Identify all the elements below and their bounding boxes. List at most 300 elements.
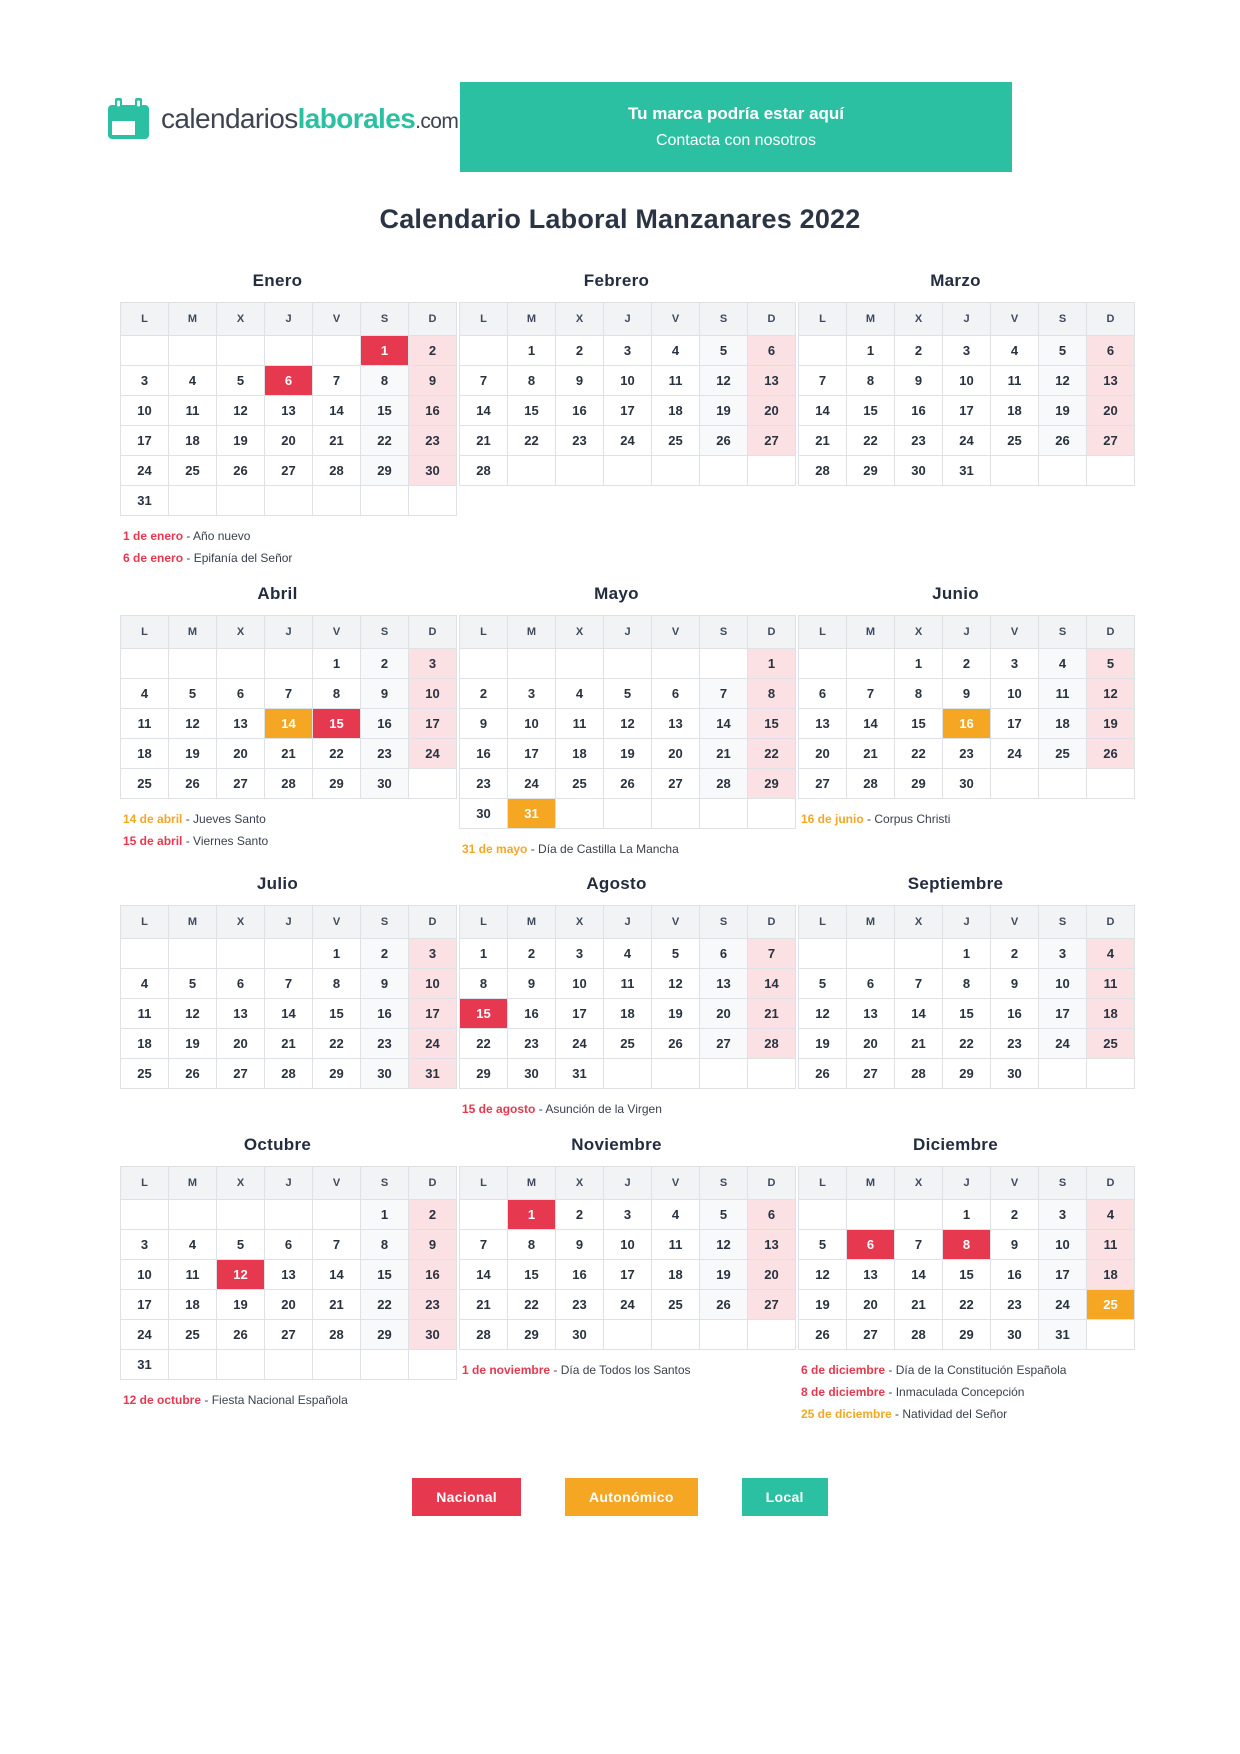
empty-cell bbox=[652, 798, 700, 828]
month-title: Septiembre bbox=[907, 874, 1004, 894]
day-cell: 10 bbox=[943, 366, 991, 396]
day-cell: 2 bbox=[991, 939, 1039, 969]
day-cell: 3 bbox=[1039, 1199, 1087, 1229]
day-cell: 8 bbox=[313, 678, 361, 708]
day-cell: 18 bbox=[1087, 1259, 1135, 1289]
day-cell: 16 bbox=[361, 708, 409, 738]
day-header-cell: L bbox=[460, 1166, 508, 1199]
logo-link[interactable] bbox=[106, 96, 458, 142]
holiday-date: 8 de diciembre bbox=[801, 1384, 886, 1399]
day-header-cell: S bbox=[1039, 1166, 1087, 1199]
day-cell: 22 bbox=[313, 1029, 361, 1059]
day-cell: 8 bbox=[313, 969, 361, 999]
day-header-cell: M bbox=[169, 1166, 217, 1199]
day-cell: 19 bbox=[1039, 396, 1087, 426]
day-cell: 15 bbox=[847, 396, 895, 426]
day-cell: 8 bbox=[508, 366, 556, 396]
day-header-cell: X bbox=[217, 303, 265, 336]
day-cell: 2 bbox=[460, 678, 508, 708]
day-cell: 29 bbox=[460, 1059, 508, 1089]
empty-cell bbox=[265, 1199, 313, 1229]
day-cell: 14 bbox=[313, 1259, 361, 1289]
holiday-desc: - Asunción de la Virgen bbox=[535, 1102, 662, 1117]
calendar-table-marzo bbox=[798, 302, 1135, 486]
legend bbox=[0, 1478, 1240, 1516]
day-cell: 9 bbox=[991, 1229, 1039, 1259]
day-cell: 10 bbox=[991, 678, 1039, 708]
day-cell: 7 bbox=[748, 939, 796, 969]
holiday-date: 25 de diciembre bbox=[801, 1407, 892, 1422]
month-julio bbox=[120, 874, 440, 1089]
day-cell: 8 bbox=[847, 366, 895, 396]
day-cell: 22 bbox=[313, 738, 361, 768]
day-cell: 14 bbox=[265, 999, 313, 1029]
month-febrero bbox=[459, 271, 779, 486]
day-cell: 25 bbox=[1039, 738, 1087, 768]
day-cell: 13 bbox=[652, 708, 700, 738]
holiday-note bbox=[462, 1362, 774, 1379]
day-header-cell: L bbox=[460, 615, 508, 648]
holiday-note bbox=[123, 833, 435, 850]
day-cell: 23 bbox=[409, 426, 457, 456]
empty-cell bbox=[700, 456, 748, 486]
day-cell: 28 bbox=[460, 456, 508, 486]
day-header-cell: J bbox=[943, 615, 991, 648]
day-cell: 5 bbox=[217, 1229, 265, 1259]
day-cell: 4 bbox=[1087, 1199, 1135, 1229]
day-cell: 21 bbox=[700, 738, 748, 768]
day-cell: 5 bbox=[652, 939, 700, 969]
day-header-cell: J bbox=[265, 615, 313, 648]
empty-cell bbox=[460, 1199, 508, 1229]
holiday-date: 15 de agosto bbox=[462, 1102, 536, 1117]
day-cell: 1 bbox=[748, 648, 796, 678]
day-cell: 27 bbox=[265, 1319, 313, 1349]
day-cell: 7 bbox=[265, 678, 313, 708]
day-cell: 2 bbox=[409, 1199, 457, 1229]
day-cell: 9 bbox=[943, 678, 991, 708]
day-header-cell: L bbox=[799, 303, 847, 336]
holiday-day-cell: 15 bbox=[460, 999, 508, 1029]
day-cell: 9 bbox=[991, 969, 1039, 999]
day-header-cell: S bbox=[361, 1166, 409, 1199]
day-cell: 3 bbox=[409, 648, 457, 678]
day-cell: 26 bbox=[169, 768, 217, 798]
month-title: Enero bbox=[252, 271, 303, 290]
day-cell: 2 bbox=[895, 336, 943, 366]
ad-banner-link[interactable] bbox=[460, 82, 1012, 172]
calendar-table-diciembre bbox=[798, 1166, 1135, 1350]
day-cell: 29 bbox=[847, 456, 895, 486]
day-cell: 11 bbox=[991, 366, 1039, 396]
day-header-cell: J bbox=[265, 1166, 313, 1199]
empty-cell bbox=[217, 1199, 265, 1229]
day-cell: 12 bbox=[1039, 366, 1087, 396]
day-cell: 26 bbox=[652, 1029, 700, 1059]
day-cell: 28 bbox=[700, 768, 748, 798]
day-cell: 3 bbox=[121, 366, 169, 396]
day-cell: 7 bbox=[895, 1229, 943, 1259]
day-cell: 13 bbox=[847, 1259, 895, 1289]
day-cell: 6 bbox=[847, 969, 895, 999]
day-cell: 7 bbox=[895, 969, 943, 999]
day-cell: 4 bbox=[169, 366, 217, 396]
day-header-cell: D bbox=[409, 303, 457, 336]
day-cell: 15 bbox=[943, 1259, 991, 1289]
day-cell: 17 bbox=[991, 708, 1039, 738]
day-cell: 24 bbox=[1039, 1029, 1087, 1059]
day-header-cell: V bbox=[991, 1166, 1039, 1199]
day-cell: 14 bbox=[895, 999, 943, 1029]
page-title: Calendario Laboral Manzanares 2022 bbox=[379, 204, 861, 234]
day-header-cell: L bbox=[460, 906, 508, 939]
day-cell: 11 bbox=[652, 1229, 700, 1259]
empty-cell bbox=[313, 1349, 361, 1379]
day-cell: 12 bbox=[169, 999, 217, 1029]
day-header-cell: D bbox=[409, 1166, 457, 1199]
day-cell: 20 bbox=[265, 1289, 313, 1319]
day-cell: 12 bbox=[652, 969, 700, 999]
day-cell: 27 bbox=[1087, 426, 1135, 456]
holiday-desc: - Corpus Christi bbox=[863, 811, 951, 826]
empty-cell bbox=[748, 1059, 796, 1089]
day-cell: 1 bbox=[847, 336, 895, 366]
empty-cell bbox=[799, 648, 847, 678]
day-header-cell: M bbox=[508, 1166, 556, 1199]
day-cell: 13 bbox=[265, 1259, 313, 1289]
day-cell: 21 bbox=[895, 1029, 943, 1059]
day-cell: 14 bbox=[313, 396, 361, 426]
day-cell: 29 bbox=[361, 456, 409, 486]
holiday-date: 15 de abril bbox=[123, 834, 183, 849]
empty-cell bbox=[409, 768, 457, 798]
day-cell: 26 bbox=[217, 1319, 265, 1349]
day-cell: 30 bbox=[508, 1059, 556, 1089]
day-header-cell: L bbox=[799, 906, 847, 939]
day-cell: 12 bbox=[604, 708, 652, 738]
day-cell: 10 bbox=[1039, 969, 1087, 999]
empty-cell bbox=[409, 486, 457, 516]
day-cell: 6 bbox=[799, 678, 847, 708]
day-header-cell: M bbox=[847, 1166, 895, 1199]
month-mayo bbox=[459, 583, 779, 858]
day-header-cell: S bbox=[1039, 906, 1087, 939]
empty-cell bbox=[169, 1199, 217, 1229]
empty-cell bbox=[700, 1319, 748, 1349]
holiday-notes bbox=[120, 811, 435, 851]
day-cell: 25 bbox=[121, 768, 169, 798]
month-title: Abril bbox=[257, 583, 298, 603]
day-cell: 17 bbox=[943, 396, 991, 426]
empty-cell bbox=[1087, 768, 1135, 798]
day-cell: 23 bbox=[991, 1029, 1039, 1059]
holiday-date: 14 de abril bbox=[123, 811, 183, 826]
day-cell: 12 bbox=[1087, 678, 1135, 708]
empty-cell bbox=[748, 1319, 796, 1349]
holiday-desc: - Natividad del Señor bbox=[891, 1407, 1008, 1422]
day-header-cell: M bbox=[508, 303, 556, 336]
day-cell: 25 bbox=[604, 1029, 652, 1059]
day-cell: 19 bbox=[799, 1289, 847, 1319]
day-cell: 14 bbox=[847, 708, 895, 738]
empty-cell bbox=[409, 1349, 457, 1379]
day-cell: 10 bbox=[121, 1259, 169, 1289]
day-cell: 14 bbox=[799, 396, 847, 426]
day-cell: 9 bbox=[556, 366, 604, 396]
day-header-cell: M bbox=[847, 303, 895, 336]
day-cell: 4 bbox=[991, 336, 1039, 366]
day-cell: 12 bbox=[799, 1259, 847, 1289]
day-cell: 23 bbox=[361, 1029, 409, 1059]
month-title: Diciembre bbox=[913, 1134, 998, 1154]
day-cell: 18 bbox=[556, 738, 604, 768]
day-cell: 24 bbox=[556, 1029, 604, 1059]
empty-cell bbox=[313, 1199, 361, 1229]
day-cell: 16 bbox=[556, 396, 604, 426]
empty-cell bbox=[652, 1319, 700, 1349]
day-cell: 13 bbox=[748, 1229, 796, 1259]
day-cell: 21 bbox=[799, 426, 847, 456]
day-cell: 23 bbox=[409, 1289, 457, 1319]
calendar-table-julio bbox=[120, 905, 457, 1089]
day-cell: 6 bbox=[1087, 336, 1135, 366]
day-header-cell: S bbox=[361, 615, 409, 648]
holiday-date: 12 de octubre bbox=[123, 1392, 202, 1407]
months-grid bbox=[0, 271, 1240, 1424]
holiday-notes bbox=[120, 1392, 435, 1409]
day-cell: 30 bbox=[991, 1319, 1039, 1349]
day-cell: 18 bbox=[1087, 999, 1135, 1029]
day-cell: 1 bbox=[313, 648, 361, 678]
day-cell: 13 bbox=[1087, 366, 1135, 396]
day-cell: 21 bbox=[313, 1289, 361, 1319]
day-cell: 16 bbox=[991, 999, 1039, 1029]
empty-cell bbox=[652, 456, 700, 486]
day-cell: 21 bbox=[313, 426, 361, 456]
day-cell: 28 bbox=[313, 1319, 361, 1349]
empty-cell bbox=[895, 939, 943, 969]
day-cell: 1 bbox=[313, 939, 361, 969]
month-enero bbox=[120, 271, 440, 568]
day-cell: 30 bbox=[460, 798, 508, 828]
empty-cell bbox=[604, 648, 652, 678]
day-cell: 24 bbox=[604, 1289, 652, 1319]
day-header-cell: S bbox=[1039, 615, 1087, 648]
day-cell: 19 bbox=[604, 738, 652, 768]
day-cell: 12 bbox=[700, 1229, 748, 1259]
holiday-notes bbox=[120, 528, 435, 568]
calendar-table-noviembre bbox=[459, 1166, 796, 1350]
day-cell: 20 bbox=[217, 738, 265, 768]
day-cell: 17 bbox=[604, 1259, 652, 1289]
day-cell: 29 bbox=[943, 1319, 991, 1349]
day-cell: 13 bbox=[265, 396, 313, 426]
day-cell: 29 bbox=[361, 1319, 409, 1349]
day-cell: 15 bbox=[508, 396, 556, 426]
day-header-cell: D bbox=[748, 1166, 796, 1199]
calendar-table-febrero bbox=[459, 302, 796, 486]
day-cell: 4 bbox=[1039, 648, 1087, 678]
day-header-cell: V bbox=[313, 906, 361, 939]
holiday-desc: - Año nuevo bbox=[183, 529, 251, 543]
day-cell: 27 bbox=[847, 1059, 895, 1089]
holiday-notes bbox=[459, 1362, 774, 1379]
month-title: Julio bbox=[256, 874, 299, 894]
holiday-date: 6 de enero bbox=[123, 551, 184, 566]
month-title: Noviembre bbox=[571, 1134, 662, 1154]
holiday-note bbox=[462, 841, 774, 858]
month-title: Mayo bbox=[594, 583, 639, 603]
month-octubre bbox=[120, 1134, 440, 1409]
holiday-note bbox=[462, 1101, 774, 1118]
day-cell: 16 bbox=[508, 999, 556, 1029]
day-cell: 25 bbox=[652, 1289, 700, 1319]
day-cell: 9 bbox=[409, 366, 457, 396]
day-cell: 25 bbox=[169, 1319, 217, 1349]
day-header-cell: V bbox=[313, 303, 361, 336]
day-cell: 25 bbox=[169, 456, 217, 486]
day-header-cell: L bbox=[799, 615, 847, 648]
empty-cell bbox=[121, 1199, 169, 1229]
day-cell: 27 bbox=[799, 768, 847, 798]
empty-cell bbox=[265, 1349, 313, 1379]
day-cell: 5 bbox=[1039, 336, 1087, 366]
holiday-note bbox=[801, 1384, 1113, 1401]
day-cell: 12 bbox=[169, 708, 217, 738]
day-cell: 31 bbox=[121, 486, 169, 516]
day-cell: 14 bbox=[748, 969, 796, 999]
day-cell: 22 bbox=[508, 1289, 556, 1319]
day-cell: 31 bbox=[1039, 1319, 1087, 1349]
day-cell: 27 bbox=[217, 768, 265, 798]
day-cell: 20 bbox=[748, 396, 796, 426]
day-cell: 29 bbox=[313, 768, 361, 798]
day-cell: 19 bbox=[169, 738, 217, 768]
day-header-cell: M bbox=[169, 906, 217, 939]
day-cell: 4 bbox=[169, 1229, 217, 1259]
day-header-cell: X bbox=[556, 906, 604, 939]
calendar-table-agosto bbox=[459, 905, 796, 1089]
day-cell: 23 bbox=[991, 1289, 1039, 1319]
empty-cell bbox=[556, 648, 604, 678]
day-cell: 4 bbox=[1087, 939, 1135, 969]
day-cell: 21 bbox=[460, 1289, 508, 1319]
holiday-day-cell: 16 bbox=[943, 708, 991, 738]
day-header-cell: L bbox=[121, 303, 169, 336]
day-cell: 13 bbox=[217, 708, 265, 738]
empty-cell bbox=[217, 1349, 265, 1379]
holiday-day-cell: 15 bbox=[313, 708, 361, 738]
legend-button-national[interactable]: Nacional bbox=[412, 1478, 521, 1516]
holiday-desc: - Día de Todos los Santos bbox=[550, 1362, 691, 1377]
day-cell: 29 bbox=[313, 1059, 361, 1089]
legend-button-regional[interactable]: Autonómico bbox=[565, 1478, 698, 1516]
empty-cell bbox=[748, 456, 796, 486]
day-cell: 19 bbox=[1087, 708, 1135, 738]
empty-cell bbox=[217, 648, 265, 678]
day-header-cell: X bbox=[895, 906, 943, 939]
day-cell: 9 bbox=[508, 969, 556, 999]
day-header-cell: D bbox=[748, 615, 796, 648]
day-cell: 16 bbox=[361, 999, 409, 1029]
holiday-date: 1 de noviembre bbox=[462, 1362, 551, 1377]
banner-contact-text: Contacta con nosotros bbox=[655, 132, 817, 149]
day-cell: 18 bbox=[652, 1259, 700, 1289]
day-cell: 9 bbox=[895, 366, 943, 396]
day-cell: 5 bbox=[700, 336, 748, 366]
day-cell: 12 bbox=[700, 366, 748, 396]
day-cell: 12 bbox=[217, 396, 265, 426]
empty-cell bbox=[1087, 1059, 1135, 1089]
calendar-table-junio bbox=[798, 615, 1135, 799]
day-cell: 8 bbox=[508, 1229, 556, 1259]
holiday-note bbox=[123, 528, 435, 545]
day-cell: 14 bbox=[700, 708, 748, 738]
empty-cell bbox=[460, 336, 508, 366]
holiday-day-cell: 12 bbox=[217, 1259, 265, 1289]
day-cell: 23 bbox=[460, 768, 508, 798]
day-cell: 23 bbox=[508, 1029, 556, 1059]
day-cell: 26 bbox=[1039, 426, 1087, 456]
day-cell: 20 bbox=[700, 999, 748, 1029]
day-cell: 30 bbox=[991, 1059, 1039, 1089]
day-header-cell: J bbox=[265, 303, 313, 336]
day-cell: 9 bbox=[556, 1229, 604, 1259]
day-header-cell: X bbox=[556, 1166, 604, 1199]
empty-cell bbox=[604, 1059, 652, 1089]
month-title: Octubre bbox=[243, 1134, 312, 1154]
calendar-table-octubre bbox=[120, 1166, 457, 1380]
day-cell: 30 bbox=[409, 456, 457, 486]
day-cell: 26 bbox=[1087, 738, 1135, 768]
day-header-cell: L bbox=[121, 1166, 169, 1199]
holiday-desc: - Día de Castilla La Mancha bbox=[527, 841, 679, 856]
day-cell: 21 bbox=[748, 999, 796, 1029]
day-cell: 7 bbox=[313, 366, 361, 396]
day-cell: 13 bbox=[799, 708, 847, 738]
day-cell: 16 bbox=[991, 1259, 1039, 1289]
day-cell: 5 bbox=[700, 1199, 748, 1229]
day-header-cell: X bbox=[217, 1166, 265, 1199]
legend-button-local[interactable]: Local bbox=[742, 1478, 828, 1516]
day-cell: 18 bbox=[652, 396, 700, 426]
empty-cell bbox=[799, 1199, 847, 1229]
day-cell: 21 bbox=[847, 738, 895, 768]
day-cell: 11 bbox=[1087, 969, 1135, 999]
holiday-desc: - Viernes Santo bbox=[182, 834, 269, 849]
day-header-cell: M bbox=[169, 303, 217, 336]
day-cell: 2 bbox=[508, 939, 556, 969]
day-cell: 30 bbox=[409, 1319, 457, 1349]
day-cell: 17 bbox=[121, 1289, 169, 1319]
day-cell: 23 bbox=[361, 738, 409, 768]
empty-cell bbox=[361, 486, 409, 516]
day-cell: 11 bbox=[652, 366, 700, 396]
day-cell: 21 bbox=[265, 1029, 313, 1059]
day-cell: 27 bbox=[652, 768, 700, 798]
holiday-notes bbox=[459, 1101, 774, 1118]
day-cell: 1 bbox=[943, 939, 991, 969]
empty-cell bbox=[169, 939, 217, 969]
day-cell: 18 bbox=[991, 396, 1039, 426]
day-cell: 27 bbox=[265, 456, 313, 486]
day-cell: 8 bbox=[895, 678, 943, 708]
holiday-desc: - Día de la Constitución Española bbox=[885, 1362, 1067, 1377]
day-cell: 15 bbox=[943, 999, 991, 1029]
day-cell: 5 bbox=[604, 678, 652, 708]
empty-cell bbox=[169, 486, 217, 516]
day-header-cell: S bbox=[700, 1166, 748, 1199]
